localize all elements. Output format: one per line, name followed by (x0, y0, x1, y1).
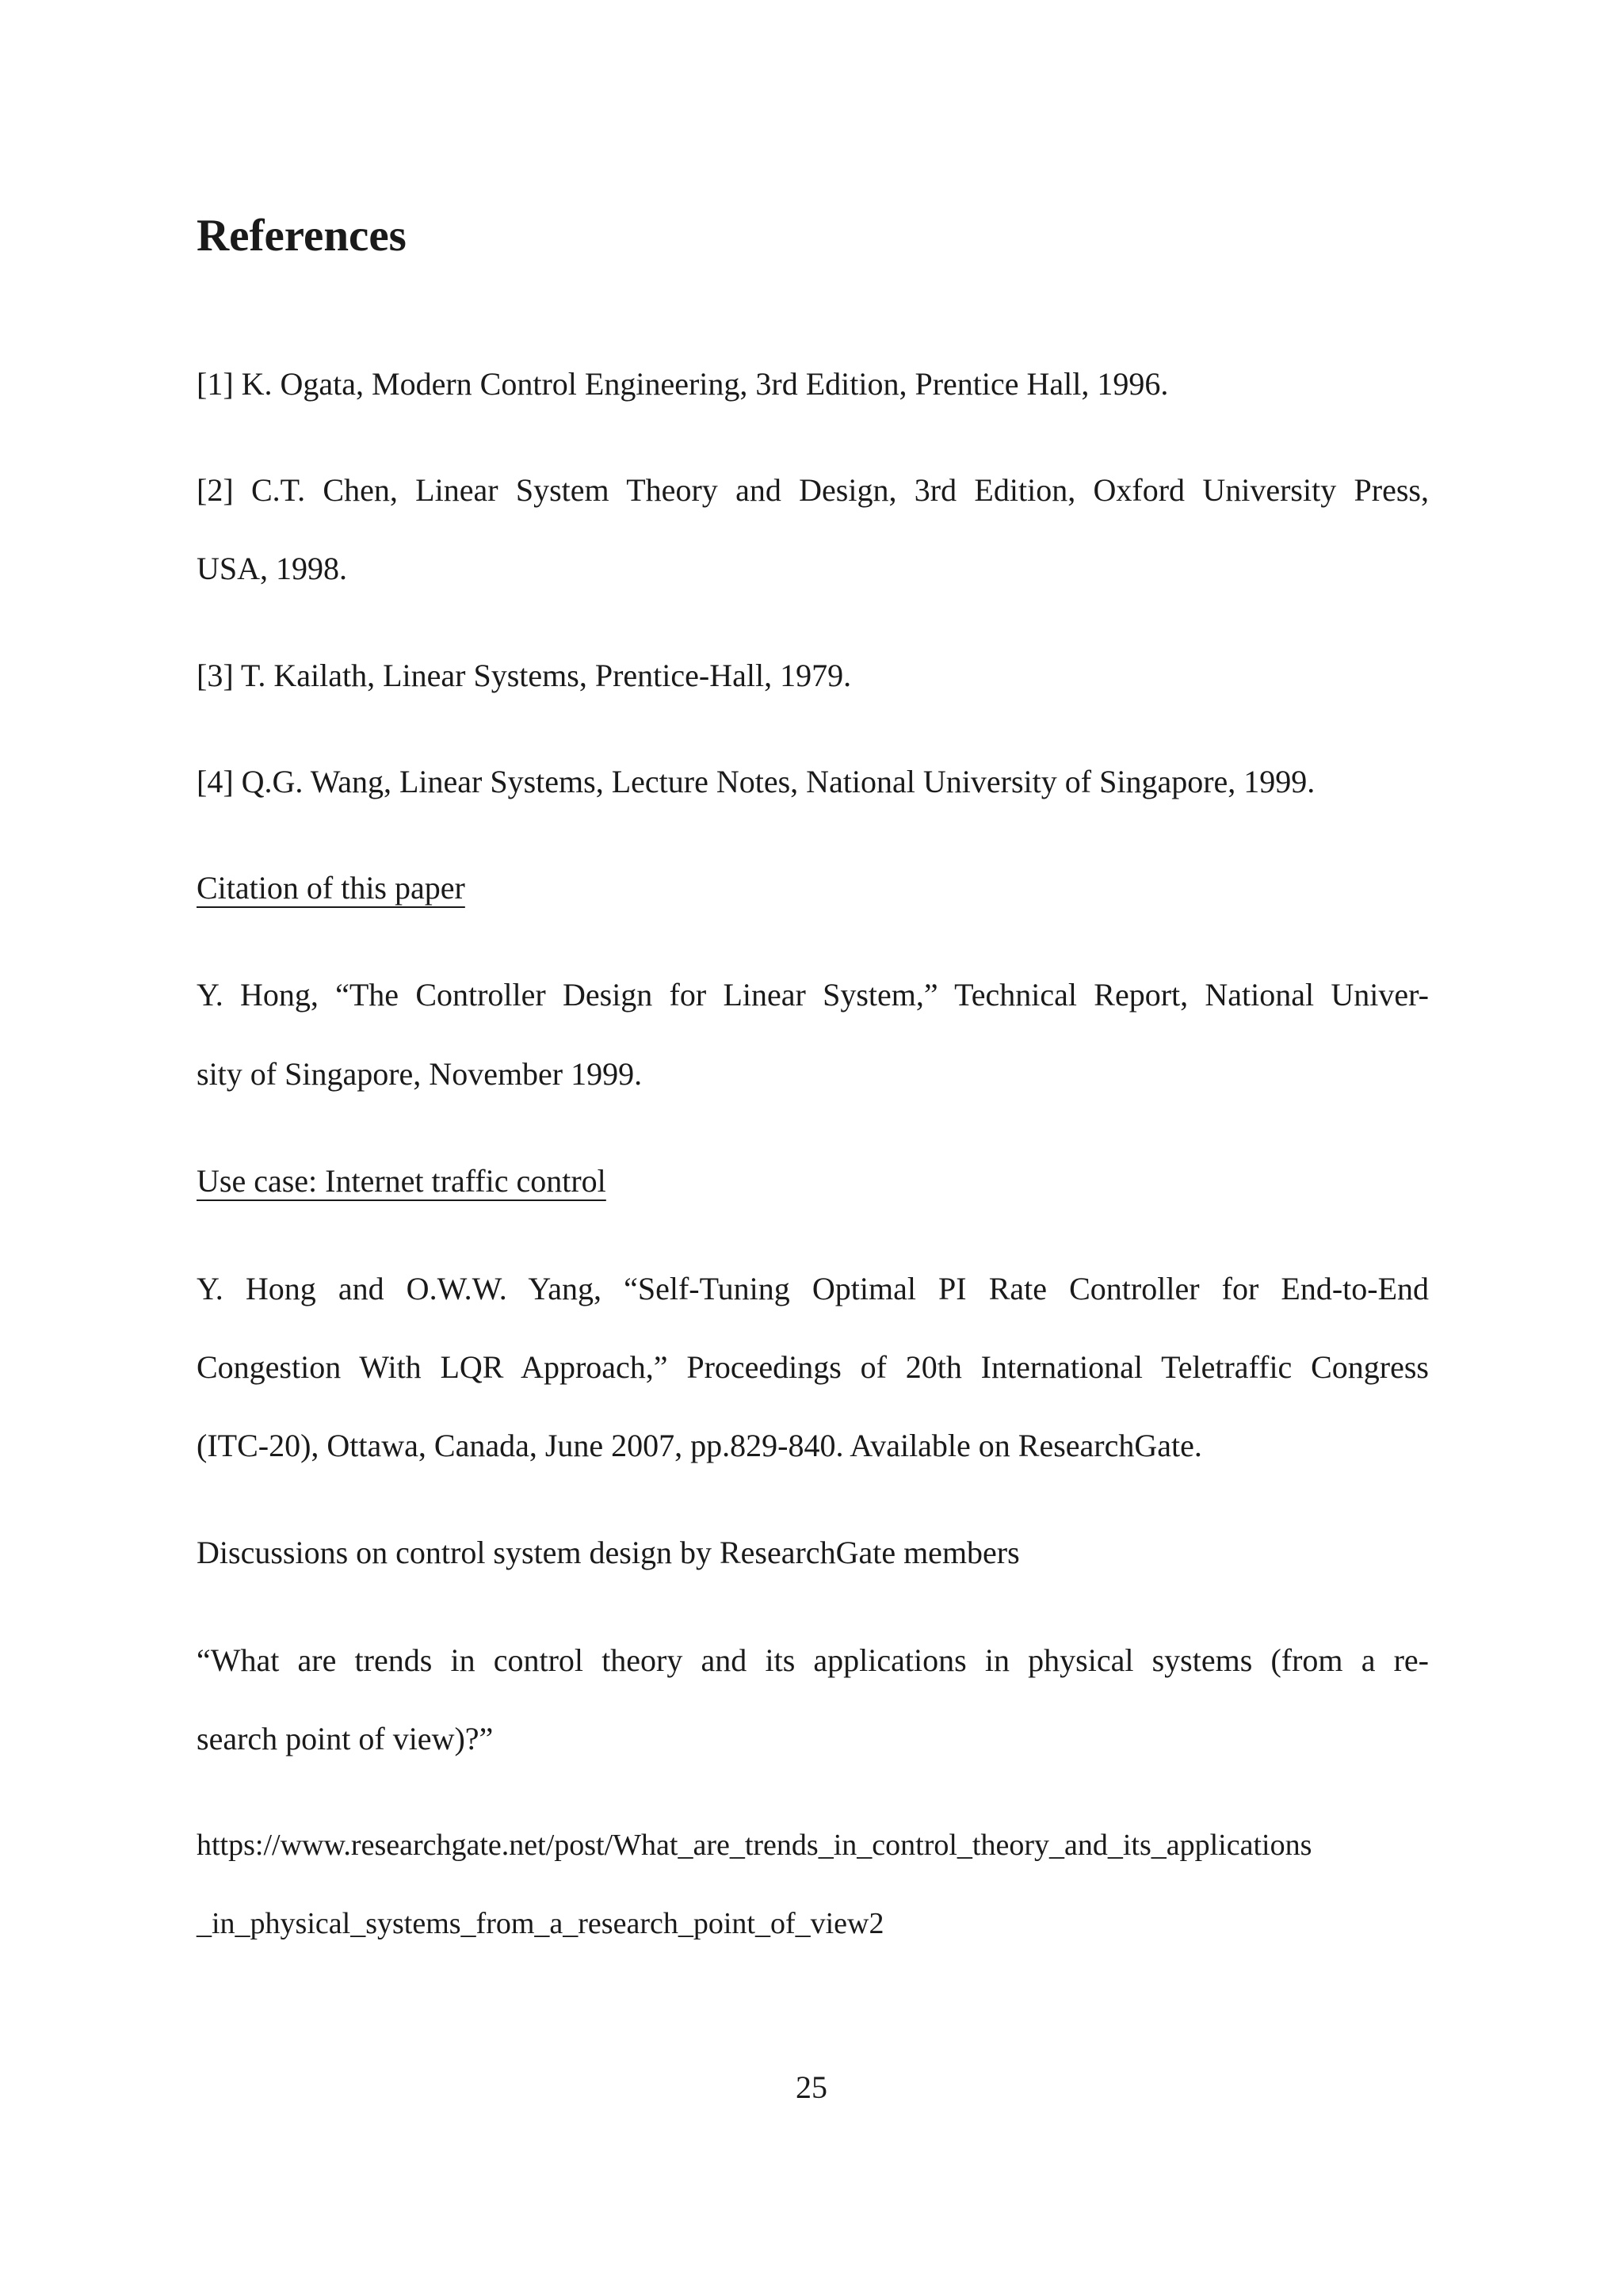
use-case-heading: Use case: Internet traffic control (197, 1163, 606, 1199)
reference-2-line-1: [2] C.T. Chen, Linear System Theory and Design, 3rd Edition, Oxford University Press, (197, 472, 1429, 508)
discussions-heading: Discussions on control system design by ResearchGate members (197, 1535, 1020, 1570)
citation-line-1: Y. Hong, “The Controller Design for Linear System,” Technical Report, National Univer- (197, 977, 1429, 1013)
reference-1: [1] K. Ogata, Modern Control Engineering, 3rd Edition, Prentice Hall, 1996. (197, 366, 1169, 402)
use-case-line-2: Congestion With LQR Approach,” Proceedings of 20th International Teletraffic Congress (197, 1349, 1429, 1385)
citation-heading: Citation of this paper (197, 870, 465, 906)
use-case-line-1: Y. Hong and O.W.W. Yang, “Self-Tuning Optimal PI Rate Controller for End-to-End (197, 1271, 1429, 1306)
discussion-url-line-2: _in_physical_systems_from_a_research_point_of_view2 (197, 1907, 884, 1940)
reference-3: [3] T. Kailath, Linear Systems, Prentice-Hall, 1979. (197, 658, 852, 693)
references-heading: References (197, 211, 407, 261)
page-number: 25 (796, 2069, 827, 2105)
citation-line-2: sity of Singapore, November 1999. (197, 1056, 643, 1092)
discussion-question-line-1: “What are trends in control theory and its applications in physical systems (from a re- (197, 1642, 1429, 1678)
discussion-question-line-2: search point of view)?” (197, 1721, 494, 1756)
use-case-line-3: (ITC-20), Ottawa, Canada, June 2007, pp.829-840. Available on ResearchGate. (197, 1428, 1202, 1463)
discussion-url-line-1: https://www.researchgate.net/post/What_are_trends_in_control_theory_and_its_applications (197, 1829, 1312, 1862)
reference-2-line-2: USA, 1998. (197, 551, 348, 586)
reference-4: [4] Q.G. Wang, Linear Systems, Lecture Notes, National University of Singapore, 1999. (197, 764, 1316, 799)
